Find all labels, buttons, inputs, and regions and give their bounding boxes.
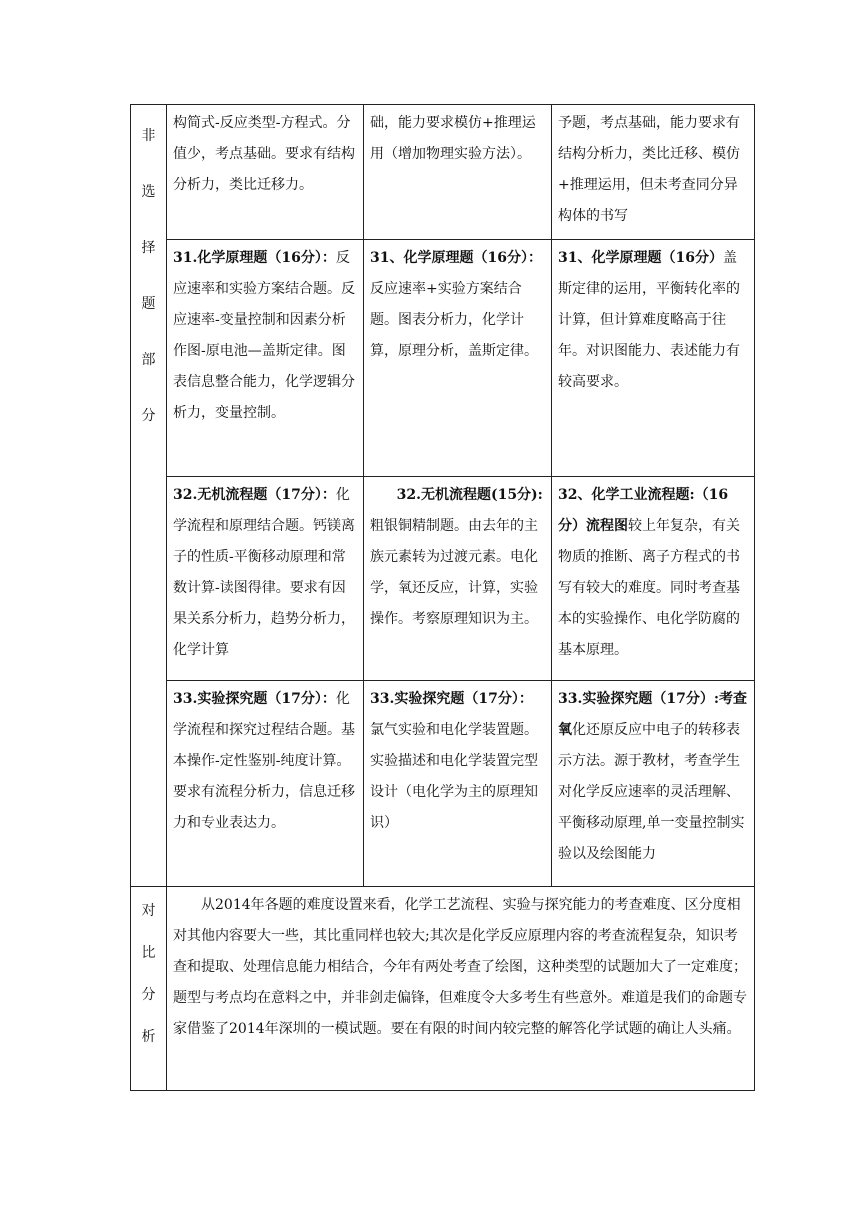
table-row <box>131 240 755 477</box>
cell-text: 构简式-反应类型-方程式。分值少，考点基础。要求有结构分析力，类比迁移力。 <box>173 115 355 193</box>
section-label-compare <box>131 887 167 1091</box>
cell-text: 化学流程和探究过程结合题。基本操作-定性鉴别-纯度计算。要求有流程分析力，信息迁移力和专业表达力。 <box>173 691 355 831</box>
comparison-table <box>130 104 755 1091</box>
cell-text: 化还原反应中电子的转移表示方法。源于教材，考查学生对化学反应速率的灵活理解、平衡移动原理,单一变量控制实验以及绘图能力 <box>558 722 745 862</box>
table-row <box>131 477 755 681</box>
cell-2013-q30 <box>364 105 552 240</box>
question-title: 33.实验探究题（17分）:考查氧 <box>558 691 748 738</box>
cell-text: 予题，考点基础，能力要求有结构分析力，类比迁移、模仿+推理运用，但未考查同分异构体的书写 <box>558 115 740 224</box>
cell-text: 础，能力要求模仿+推理运用（增加物理实验方法）。 <box>370 115 536 162</box>
side-char: 题 <box>141 296 156 312</box>
question-title: 32.无机流程题(15分): <box>396 487 543 503</box>
cell-text: 盖斯定律的运用，平衡转化率的计算，但计算难度略高于往年。对识图能力、表述能力有较高要求。 <box>558 250 740 390</box>
table-row <box>131 105 755 240</box>
table-row <box>131 681 755 887</box>
side-char: 部 <box>141 352 156 368</box>
side-char: 非 <box>141 128 156 144</box>
question-title: 33.实验探究题（17分）： <box>173 691 336 707</box>
side-char: 择 <box>141 240 156 256</box>
side-char: 选 <box>141 184 156 200</box>
cell-2014-q33 <box>167 681 364 887</box>
cell-2013-q31 <box>364 240 552 477</box>
cell-2014-analysis-q32 <box>552 477 755 681</box>
question-title: 33.实验探究题（17分）： <box>370 691 533 707</box>
side-char: 析 <box>141 1029 156 1045</box>
cell-2013-q32 <box>364 477 552 681</box>
side-char: 比 <box>141 945 156 961</box>
cell-text: 粗银铜精制题。由去年的主族元素转为过渡元素。电化学，氧还反应，计算，实验操作。考察原理知识为主。 <box>370 518 538 627</box>
cell-2014-analysis-q33 <box>552 681 755 887</box>
question-title: 31、化学原理题（16分）： <box>370 250 542 266</box>
cell-2013-q33 <box>364 681 552 887</box>
cell-2014-q31 <box>167 240 364 477</box>
side-char: 分 <box>141 408 156 424</box>
section-label-nonchoice <box>131 105 167 887</box>
cell-2014-analysis-q31 <box>552 240 755 477</box>
analysis-text: 从2014年各题的难度设置来看，化学工艺流程、实验与探究能力的考查难度、区分度相对其他内容要大一些，其比重同样也较大;其次是化学反应原理内容的考查流程复杂，知识考查和提取、处理信息能力相结合，今年有两处考查了绘图，这种类型的试题加大了一定难度；题型与考点均在意料之中，并非剑走偏锋，但难度令大多考生有些意外。难道是我们的命题专家借鉴了2014年深圳的一模试题。要在有限的时间内较完整的解答化学试题的确让人头痛。 <box>173 897 747 1037</box>
table-row <box>131 887 755 1091</box>
cell-text: 反应速率+实验方案结合题。图表分析力，化学计算，原理分析，盖斯定律。 <box>370 281 538 359</box>
cell-text: 较上年复杂，有关物质的推断、离子方程式的书写有较大的难度。同时考查基本的实验操作、电化学防腐的基本原理。 <box>558 518 740 658</box>
cell-text: 反应速率和实验方案结合题。反应速率-变量控制和因素分析作图-原电池—盖斯定律。图表信息整合能力，化学逻辑分析力，变量控制。 <box>173 250 355 421</box>
question-title: 31、化学原理题（16分） <box>558 250 723 266</box>
question-title: 31.化学原理题（16分）： <box>173 250 336 266</box>
cell-text: 氯气实验和电化学装置题。实验描述和电化学装置完型设计（电化学为主的原理知识） <box>370 722 538 831</box>
comparison-analysis <box>167 887 755 1091</box>
cell-2014-q32 <box>167 477 364 681</box>
question-title: 32、化学工业流程题:（16分）流程图 <box>558 487 729 534</box>
question-title: 32.无机流程题（17分）： <box>173 487 336 503</box>
cell-2014-analysis-q30 <box>552 105 755 240</box>
cell-2014-q30 <box>167 105 364 240</box>
side-char: 对 <box>141 903 156 919</box>
cell-text: 化学流程和原理结合题。钙镁离子的性质-平衡移动原理和常数计算-读图得律。要求有因果关系分析力，趋势分析力，化学计算 <box>173 487 355 658</box>
side-char: 分 <box>141 987 156 1003</box>
